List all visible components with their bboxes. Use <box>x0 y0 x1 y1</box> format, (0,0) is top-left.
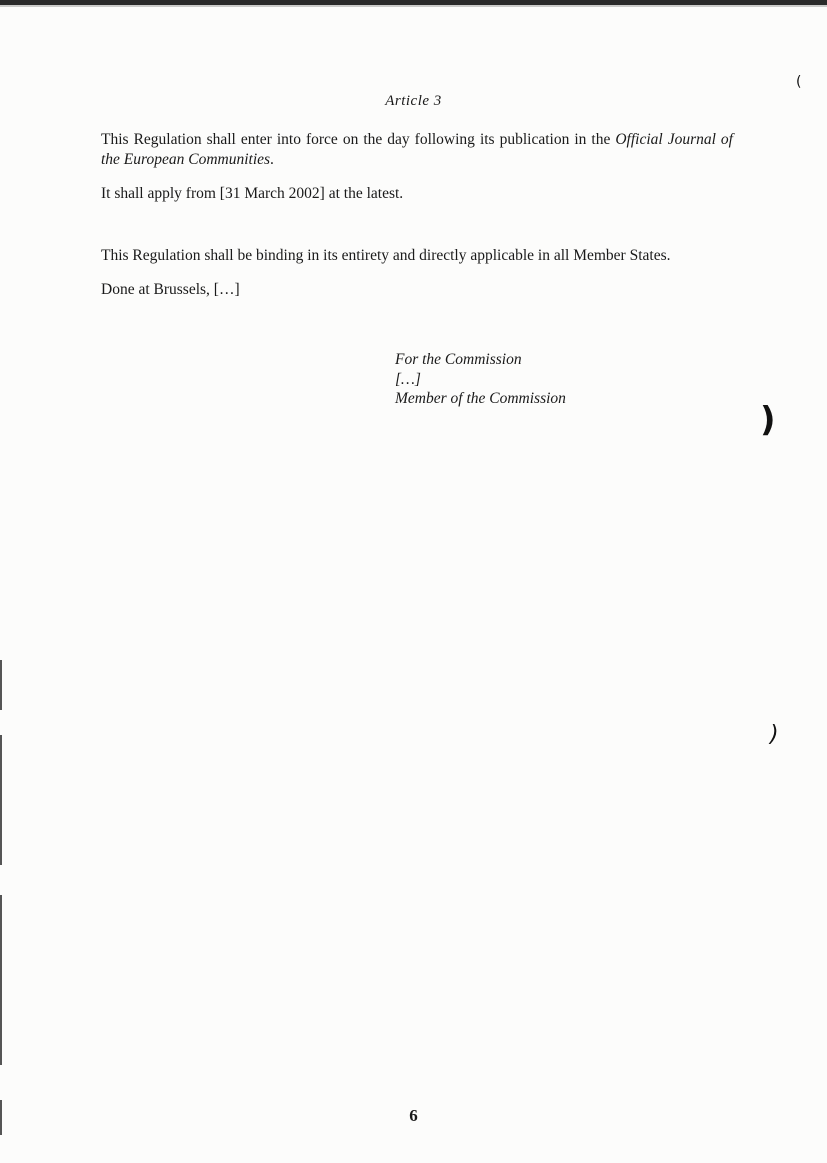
scan-edge-mark <box>0 660 2 710</box>
journal-name: Official Journal of the European Communities <box>101 131 733 168</box>
paragraph-binding: This Regulation shall be binding in its entirety and directly applicable in all Member States. <box>101 247 671 264</box>
paragraph-text: This Regulation shall enter into force on the day following its publication in the <box>101 131 616 148</box>
signature-for-commission: For the Commission <box>395 351 522 368</box>
punch-hole-mark: ) <box>770 722 779 747</box>
signature-member: Member of the Commission <box>395 390 566 407</box>
scan-edge-mark <box>0 895 2 1065</box>
paragraph-application-date: It shall apply from [31 March 2002] at the latest. <box>101 185 404 202</box>
page-number: 6 <box>409 1106 418 1125</box>
punch-hole-mark: ( <box>796 74 802 90</box>
article-heading: Article 3 <box>385 93 442 109</box>
signature-placeholder: […] <box>395 371 421 388</box>
scan-top-border <box>0 0 827 5</box>
paragraph-entry-into-force <box>101 130 733 170</box>
paragraph-done-at: Done at Brussels, […] <box>101 281 240 298</box>
scan-edge-mark <box>0 735 2 865</box>
paragraph-text: . <box>270 151 274 168</box>
punch-hole-mark: ) <box>760 400 776 440</box>
